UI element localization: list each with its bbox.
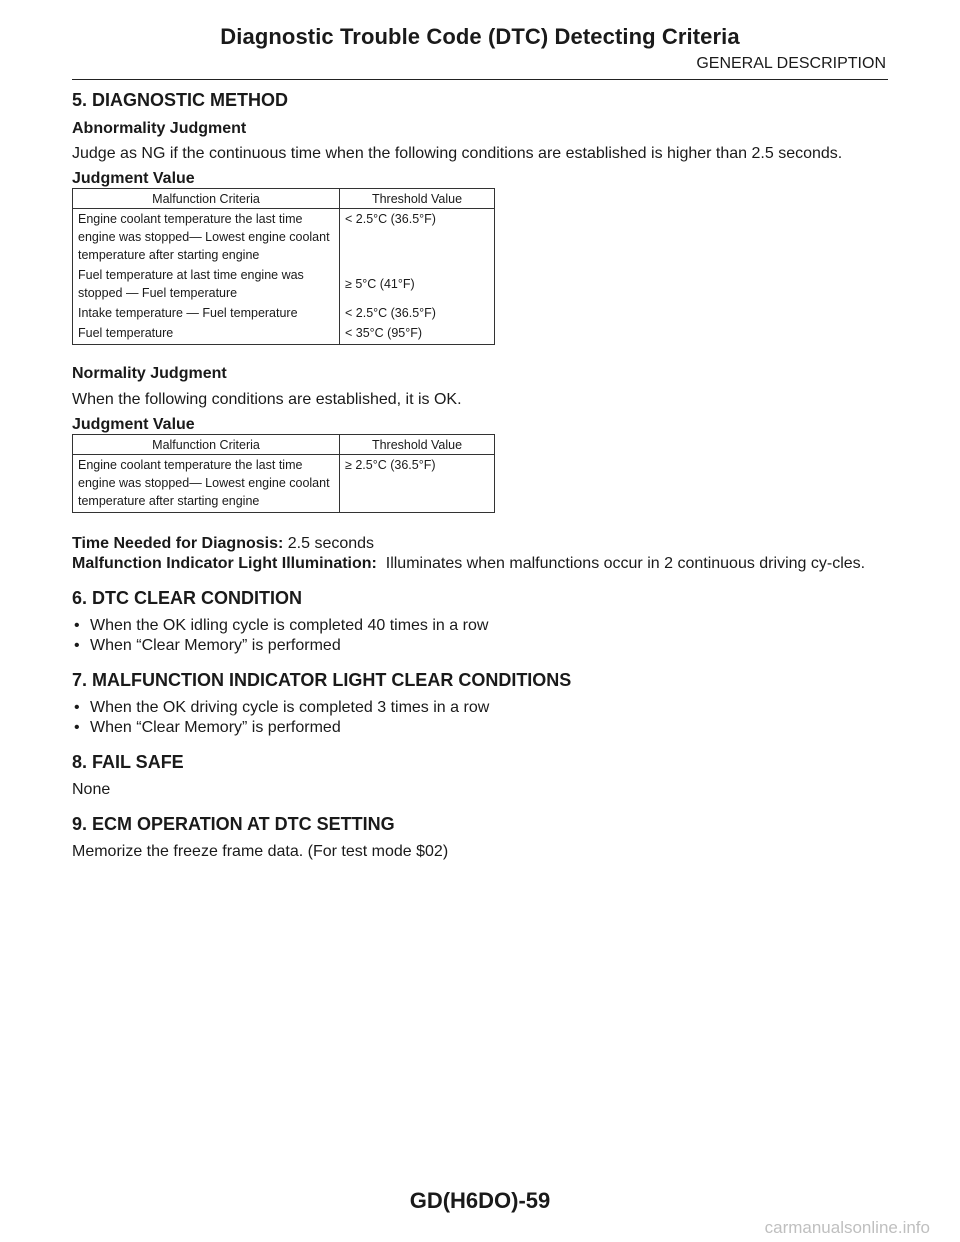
dtc-clear-list bbox=[72, 616, 888, 656]
table-header: Threshold Value bbox=[340, 189, 495, 209]
header-rule bbox=[72, 79, 888, 80]
threshold-cell: < 35°C (95°F) bbox=[340, 323, 495, 345]
page-number: GD(H6DO)-59 bbox=[409, 1188, 551, 1213]
judgment-value-heading-1: Judgment Value bbox=[72, 170, 195, 187]
abnormality-text: Judge as NG if the continuous time when the following conditions are established is higher than 2.5 seconds. bbox=[72, 145, 843, 162]
threshold-cell: < 2.5°C (36.5°F) bbox=[340, 209, 495, 266]
section-5-heading: 5. DIAGNOSTIC METHOD bbox=[72, 90, 289, 110]
section-9-heading: 9. ECM OPERATION AT DTC SETTING bbox=[72, 814, 395, 834]
normality-text: When the following conditions are established, it is OK. bbox=[72, 391, 462, 408]
table-row bbox=[73, 209, 495, 266]
ecm-operation-text: Memorize the freeze frame data. (For test mode $02) bbox=[72, 843, 449, 860]
list-item: • When “Clear Memory” is performed bbox=[74, 637, 341, 654]
criteria-cell: Engine coolant temperature the last time engine was stopped— Lowest engine coolant temperature after starting engine bbox=[73, 455, 340, 513]
list-item: • When the OK idling cycle is completed 40 times in a row bbox=[74, 617, 489, 634]
abnormality-heading: Abnormality Judgment bbox=[72, 120, 247, 137]
list-item: • When the OK driving cycle is completed 3 times in a row bbox=[74, 699, 490, 716]
watermark: carmanualsonline.info bbox=[764, 1218, 930, 1237]
table-row bbox=[73, 455, 495, 513]
section-6-heading: 6. DTC CLEAR CONDITION bbox=[72, 588, 303, 608]
table-header: Threshold Value bbox=[340, 435, 495, 455]
diagnosis-time bbox=[72, 534, 888, 554]
threshold-cell: < 2.5°C (36.5°F) bbox=[340, 303, 495, 323]
criteria-cell: Intake temperature — Fuel temperature bbox=[73, 303, 340, 323]
fail-safe-text: None bbox=[72, 781, 111, 798]
threshold-cell: ≥ 5°C (41°F) bbox=[340, 265, 495, 303]
table-row bbox=[73, 265, 495, 303]
mil-illumination-value: Illuminates when malfunctions occur in 2 continuous driving cy-cles. bbox=[385, 555, 866, 572]
section-label: GENERAL DESCRIPTION bbox=[696, 55, 886, 72]
section-7-heading: 7. MALFUNCTION INDICATOR LIGHT CLEAR CONDITIONS bbox=[72, 670, 572, 690]
table-row bbox=[73, 303, 495, 323]
judgment-value-heading-2: Judgment Value bbox=[72, 416, 195, 433]
table-row bbox=[73, 323, 495, 345]
page-title: Diagnostic Trouble Code (DTC) Detecting Criteria bbox=[220, 24, 740, 49]
list-item: • When “Clear Memory” is performed bbox=[74, 719, 341, 736]
criteria-cell: Fuel temperature at last time engine was stopped — Fuel temperature bbox=[73, 265, 340, 303]
diagnosis-time-label: Time Needed for Diagnosis: bbox=[72, 535, 284, 552]
table-header: Malfunction Criteria bbox=[73, 435, 340, 455]
criteria-cell: Fuel temperature bbox=[73, 323, 340, 345]
mil-illumination-label: Malfunction Indicator Light Illumination: bbox=[72, 555, 377, 572]
judgment-table-1 bbox=[72, 188, 495, 345]
section-8-heading: 8. FAIL SAFE bbox=[72, 752, 184, 772]
table-header: Malfunction Criteria bbox=[73, 189, 340, 209]
diagnosis-time-value: 2.5 seconds bbox=[287, 535, 375, 552]
content bbox=[72, 87, 888, 862]
mil-illumination bbox=[72, 554, 888, 574]
normality-heading: Normality Judgment bbox=[72, 365, 227, 382]
judgment-table-2 bbox=[72, 434, 495, 513]
mil-clear-list bbox=[72, 698, 888, 738]
criteria-cell: Engine coolant temperature the last time engine was stopped— Lowest engine coolant temperature after starting engine bbox=[73, 209, 340, 266]
threshold-cell: ≥ 2.5°C (36.5°F) bbox=[340, 455, 495, 513]
